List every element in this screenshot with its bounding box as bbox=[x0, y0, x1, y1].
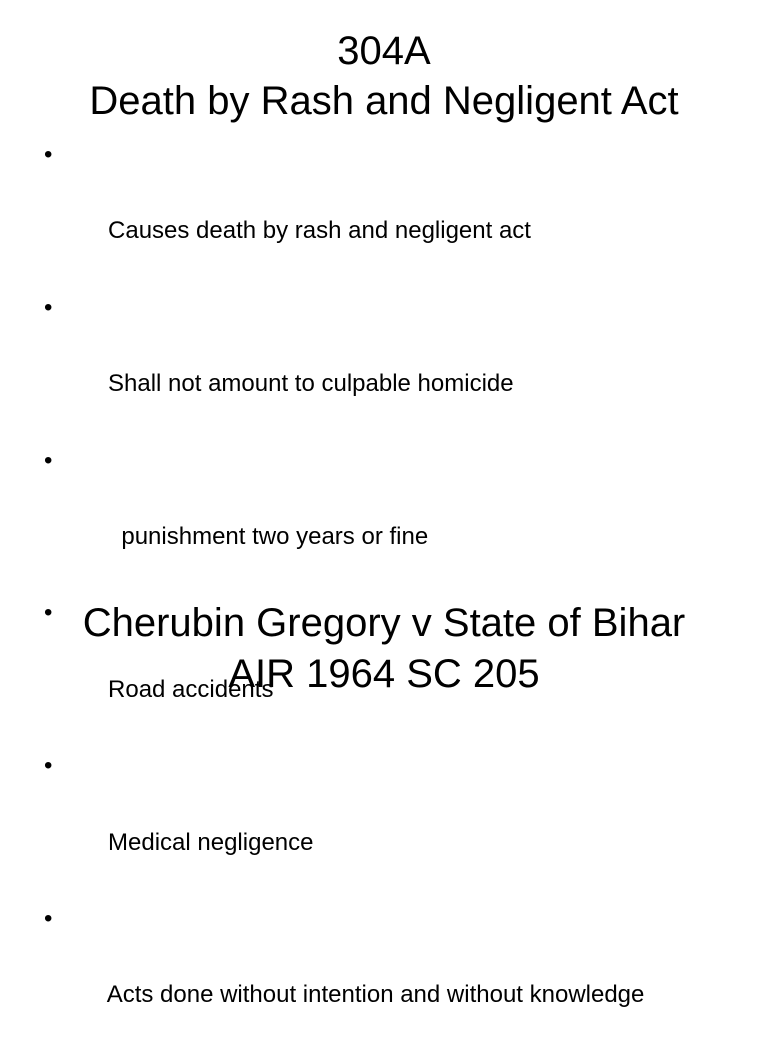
case-name: Cherubin Gregory v State of Bihar bbox=[82, 601, 686, 645]
list-item bbox=[44, 136, 644, 289]
bullet-icon: • bbox=[44, 752, 53, 780]
bullet-text: Causes death by rash and negligent act bbox=[108, 217, 531, 245]
slide-case-citation bbox=[0, 512, 768, 1024]
bullet-icon: • bbox=[44, 141, 53, 168]
bullet-text: Acts done without intention and without knowledge bbox=[106, 981, 645, 1009]
bullet-icon: • bbox=[44, 293, 53, 321]
bullet-text: Shall not amount to culpable homicide bbox=[108, 370, 514, 398]
case-reference: AIR 1964 SC 205 bbox=[228, 652, 540, 696]
bullet-text: Road accidents bbox=[108, 675, 274, 703]
title-section-number: 304A bbox=[337, 29, 431, 73]
bullet-icon: • bbox=[44, 446, 53, 474]
list-item bbox=[44, 289, 644, 442]
slide-title bbox=[0, 26, 768, 126]
bullet-icon: • bbox=[44, 599, 53, 627]
bullet-text: Medical negligence bbox=[108, 828, 314, 856]
case-citation bbox=[0, 598, 768, 700]
bullet-text: punishment two years or fine bbox=[108, 523, 429, 551]
bullet-icon: • bbox=[44, 905, 53, 933]
title-heading: Death by Rash and Negligent Act bbox=[89, 79, 679, 123]
